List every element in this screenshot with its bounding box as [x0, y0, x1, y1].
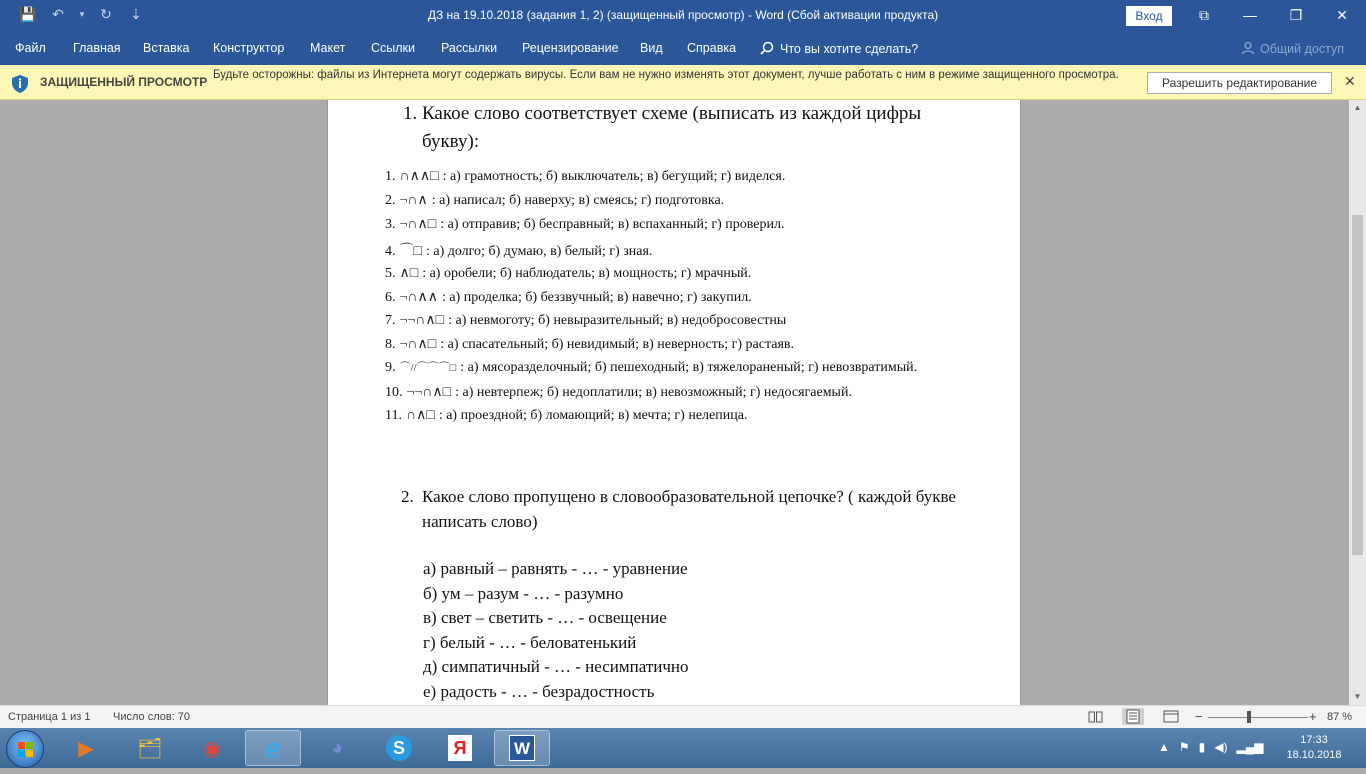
- morpheme-scheme: ¬∩∧∧: [399, 290, 438, 305]
- list-item: [385, 240, 652, 260]
- morpheme-scheme: ⌒//⌒⌒⌒□: [399, 362, 457, 374]
- list-item: [385, 312, 786, 329]
- quick-access-toolbar: [18, 6, 146, 23]
- item-number: 6.: [385, 290, 396, 305]
- close-button[interactable]: ✕: [1336, 7, 1348, 23]
- sign-in-button[interactable]: Вход: [1126, 6, 1172, 26]
- share-label: Общий доступ: [1260, 42, 1344, 56]
- tab-layout[interactable]: Макет: [310, 41, 346, 55]
- item-number: 9.: [385, 360, 396, 375]
- enable-editing-button[interactable]: Разрешить редактирование: [1147, 72, 1332, 94]
- tab-design[interactable]: Конструктор: [213, 41, 285, 55]
- list-item: [385, 216, 784, 233]
- morpheme-scheme: ∩∧∧□: [399, 169, 439, 184]
- tab-file[interactable]: Файл: [15, 41, 46, 55]
- customize-qat-icon[interactable]: ⇣: [130, 6, 142, 22]
- tab-insert[interactable]: Вставка: [143, 41, 190, 55]
- zoom-slider-thumb[interactable]: [1247, 711, 1251, 723]
- item-text: : а) спасательный; б) невидимый; в) неверность; г) растаяв.: [440, 337, 795, 352]
- media-player-icon: ▶: [78, 737, 94, 760]
- morpheme-scheme: ¬∩∧□: [399, 337, 437, 352]
- item-number: 1.: [385, 169, 396, 184]
- windows-logo-icon: [7, 731, 45, 769]
- list-item: в) свет – светить - … - освещение: [423, 608, 667, 628]
- flag-icon[interactable]: ⚑: [1178, 740, 1190, 754]
- taskbar: [0, 728, 1366, 768]
- status-bar: [0, 705, 1366, 728]
- system-tray: [1158, 740, 1263, 754]
- discord-icon: ◕: [330, 736, 344, 759]
- save-icon[interactable]: 💾: [19, 6, 37, 22]
- window-title: ДЗ на 19.10.2018 (задания 1, 2) (защищенный просмотр) - Word (Сбой активации продукта): [427, 8, 939, 22]
- undo-icon[interactable]: ↶: [52, 6, 64, 22]
- question-2: [401, 484, 981, 534]
- volume-icon[interactable]: ◀): [1214, 740, 1228, 754]
- morpheme-scheme: ¬¬∩∧□: [406, 385, 452, 400]
- list-item: [385, 384, 852, 401]
- list-item: а) равный – равнять - … - уравнение: [423, 559, 688, 578]
- vertical-scrollbar[interactable]: [1349, 100, 1366, 705]
- tab-home[interactable]: Главная: [73, 41, 121, 55]
- print-layout-icon[interactable]: [1122, 708, 1144, 725]
- redo-icon[interactable]: ↻: [100, 6, 112, 22]
- signal-icon[interactable]: ▂▄▆: [1236, 740, 1264, 754]
- folder-icon: 🗂: [137, 737, 163, 760]
- zoom-level[interactable]: 87 %: [1327, 711, 1353, 723]
- tab-mailings[interactable]: Рассылки: [441, 41, 498, 55]
- word-icon: W: [509, 735, 535, 761]
- list-item: [385, 407, 747, 424]
- ribbon-display-options-icon[interactable]: ⧉: [1199, 7, 1209, 23]
- taskbar-skype[interactable]: [371, 730, 427, 766]
- item-number: 3.: [385, 217, 396, 232]
- list-item: д) симпатичный - … - несимпатично: [423, 657, 689, 677]
- item-text: : а) оробели; б) наблюдатель; в) мощность; г) мрачный.: [422, 266, 752, 281]
- item-number: 11.: [385, 408, 402, 423]
- list-item: е) радость - … - безрадостность: [423, 681, 655, 701]
- item-text: : а) проездной; б) ломающий; в) мечта; г) нелепица.: [438, 408, 748, 423]
- item-text: : а) написал; б) наверху; в) смеясь; г) подготовка.: [431, 193, 725, 208]
- morpheme-scheme: ∧□: [399, 266, 419, 281]
- word-count[interactable]: Число слов: 70: [113, 711, 191, 723]
- question-1-number: 1.: [403, 103, 418, 124]
- item-number: 8.: [385, 337, 396, 352]
- taskbar-explorer[interactable]: [122, 730, 178, 766]
- taskbar-internet-explorer[interactable]: [245, 730, 301, 766]
- list-item: [385, 265, 751, 282]
- morpheme-scheme: ¬∩∧: [399, 193, 428, 208]
- item-number: 4.: [385, 244, 396, 259]
- list-item: б) ум – разум - … - разумно: [423, 583, 624, 603]
- share-button[interactable]: [1241, 41, 1344, 56]
- question-2-text: Какое слово пропущено в словообразовательной цепочке? ( каждой букве написать слово): [422, 487, 956, 531]
- clock-date: 18.10.2018: [1286, 749, 1342, 761]
- item-number: 7.: [385, 313, 396, 328]
- taskbar-media-player[interactable]: [58, 730, 114, 766]
- question-1: [403, 100, 963, 156]
- list-item: [385, 168, 785, 185]
- protected-view-message: Будьте осторожны: файлы из Интернета могут содержать вирусы. Если вам не нужно изменять этот документ, лучше работать с ним в режиме защищенного просмотра.: [213, 69, 1119, 81]
- tab-review[interactable]: Рецензирование: [522, 41, 619, 55]
- search-icon: [760, 41, 774, 55]
- taskbar-chrome[interactable]: [184, 730, 240, 766]
- item-text: : а) невтерпеж; б) недоплатили; в) невозможный; г) недосягаемый.: [455, 385, 852, 400]
- internet-explorer-icon: ℯ: [265, 732, 281, 763]
- tab-view[interactable]: Вид: [640, 41, 663, 55]
- read-mode-icon[interactable]: [1088, 710, 1103, 723]
- item-text: : а) грамотность; б) выключатель; в) бегущий; г) виделся.: [442, 169, 786, 184]
- morpheme-scheme: ⌒□: [399, 244, 422, 259]
- list-item: [385, 192, 724, 209]
- undo-dropdown-icon[interactable]: ▾: [79, 9, 85, 19]
- zoom-in-button[interactable]: +: [1309, 709, 1317, 724]
- shield-icon: [10, 74, 30, 94]
- yandex-icon: Я: [448, 735, 472, 761]
- protected-view-title: ЗАЩИЩЕННЫЙ ПРОСМОТР: [40, 75, 208, 89]
- web-layout-icon[interactable]: [1163, 710, 1179, 723]
- item-text: : а) мясоразделочный; б) пешеходный; в) тяжелораненый; г) невозвратимый.: [460, 360, 918, 375]
- question-2-number: 2.: [401, 487, 414, 506]
- tell-me-label: Что вы хотите сделать?: [780, 42, 919, 56]
- taskbar-yandex[interactable]: [432, 730, 488, 766]
- morpheme-scheme: ¬¬∩∧□: [399, 313, 445, 328]
- taskbar-discord[interactable]: [309, 730, 365, 766]
- item-number: 2.: [385, 193, 396, 208]
- show-hidden-icons-icon[interactable]: ▲: [1158, 740, 1170, 754]
- item-text: : а) отправив; б) бесправный; в) вспаханный; г) проверил.: [440, 217, 785, 232]
- list-item: [385, 336, 794, 353]
- item-text: : а) невмоготу; б) невыразительный; в) недобросовестны: [448, 313, 787, 328]
- skype-icon: S: [386, 735, 412, 761]
- morpheme-scheme: ¬∩∧□: [399, 217, 437, 232]
- restore-button[interactable]: ❐: [1289, 7, 1303, 23]
- scroll-up-icon[interactable]: ▲: [1353, 103, 1362, 112]
- scrollbar-thumb[interactable]: [1352, 215, 1363, 555]
- clock-time: 17:33: [1300, 734, 1328, 746]
- item-number: 5.: [385, 266, 396, 281]
- document-workspace[interactable]: [0, 100, 1349, 705]
- page-count[interactable]: Страница 1 из 1: [8, 711, 91, 723]
- item-text: : а) долго; б) думаю, в) белый; г) зная.: [425, 244, 653, 259]
- close-icon[interactable]: ✕: [1344, 73, 1356, 89]
- item-text: : а) проделка; б) беззвучный; в) навечно; г) закупил.: [442, 290, 752, 305]
- protected-view-bar: [0, 65, 1366, 100]
- list-item: г) белый - … - беловатенький: [423, 632, 637, 652]
- start-button[interactable]: [6, 730, 44, 768]
- tab-references[interactable]: Ссылки: [371, 41, 416, 55]
- item-number: 10.: [385, 385, 403, 400]
- list-item: [385, 359, 917, 376]
- list-item: [385, 289, 752, 306]
- title-bar: [0, 0, 1366, 33]
- question-1-text: Какое слово соответствует схеме (выписать из каждой цифры букву):: [422, 103, 922, 152]
- network-icon[interactable]: ▮: [1198, 740, 1206, 754]
- word-chain-list: [423, 557, 689, 705]
- minimize-button[interactable]: —: [1243, 7, 1257, 23]
- document-page[interactable]: [327, 100, 1021, 705]
- taskbar-word[interactable]: [494, 730, 550, 766]
- zoom-out-button[interactable]: −: [1195, 709, 1203, 724]
- chrome-icon: ◉: [203, 737, 221, 760]
- ribbon-tabs: [0, 33, 1366, 65]
- tab-help[interactable]: Справка: [687, 41, 737, 55]
- person-icon: [1241, 41, 1255, 55]
- scroll-down-icon[interactable]: ▼: [1353, 692, 1362, 701]
- tell-me-search[interactable]: [760, 41, 918, 56]
- morpheme-scheme: ∩∧□: [405, 408, 435, 423]
- zoom-slider[interactable]: [1208, 717, 1308, 718]
- clock[interactable]: [1282, 733, 1346, 763]
